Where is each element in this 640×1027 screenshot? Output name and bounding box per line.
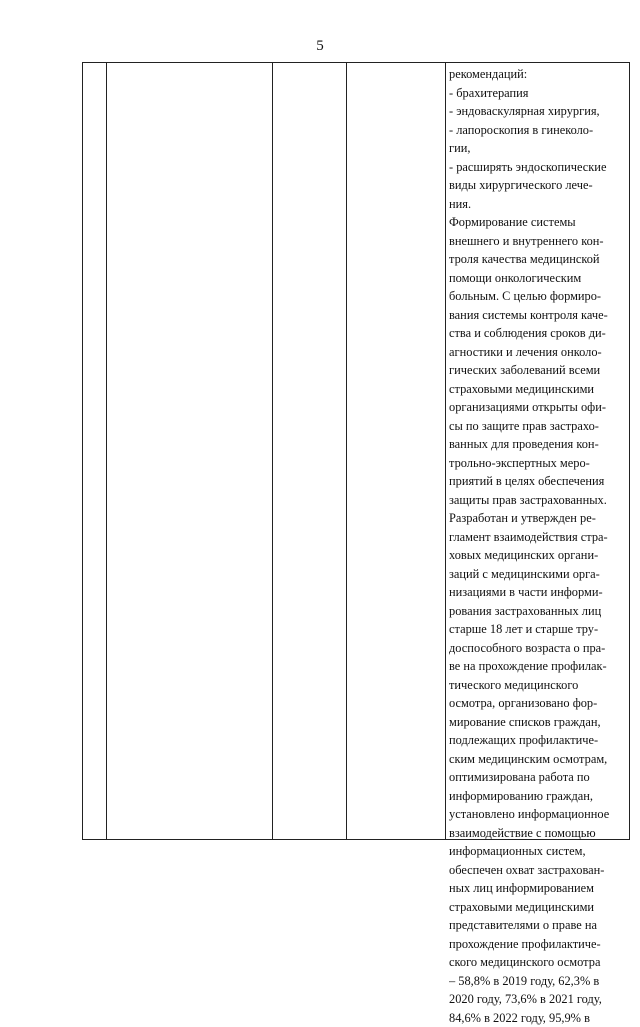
cell-text-line: ского медицинского осмотра xyxy=(449,953,629,972)
cell-text-line: 84,6% в 2022 году, 95,9% в xyxy=(449,1009,629,1027)
cell-text-line: страховыми медицинскими xyxy=(449,898,629,917)
cell-text-line: прохождение профилактиче- xyxy=(449,935,629,954)
table-column-divider-3 xyxy=(346,63,347,839)
page-number: 5 xyxy=(0,37,640,55)
cell-text-line: взаимодействие с помощью xyxy=(449,824,629,843)
document-table xyxy=(82,62,630,840)
cell-text-line: больным. С целью формиро- xyxy=(449,287,629,306)
cell-text-line: представителями о праве на xyxy=(449,916,629,935)
cell-text-line: виды хирургического лече- xyxy=(449,176,629,195)
cell-text-line: низациями в части информи- xyxy=(449,583,629,602)
cell-text-line: гических заболеваний всеми xyxy=(449,361,629,380)
table-cell-measures-text xyxy=(449,65,629,1027)
cell-text-line: ванных для проведения кон- xyxy=(449,435,629,454)
cell-text-line: защиты прав застрахованных. xyxy=(449,491,629,510)
cell-text-line: доспособного возраста о пра- xyxy=(449,639,629,658)
cell-text-line: оптимизирована работа по xyxy=(449,768,629,787)
cell-text-line: информированию граждан, xyxy=(449,787,629,806)
table-column-divider-2 xyxy=(272,63,273,839)
cell-text-line: внешнего и внутреннего кон- xyxy=(449,232,629,251)
cell-text-line: рования застрахованных лиц xyxy=(449,602,629,621)
cell-text-line: ским медицинским осмотрам, xyxy=(449,750,629,769)
cell-text-line: ства и соблюдения сроков ди- xyxy=(449,324,629,343)
cell-text-line: гии, xyxy=(449,139,629,158)
cell-text-line: 2020 году, 73,6% в 2021 году, xyxy=(449,990,629,1009)
cell-text-line: троля качества медицинской xyxy=(449,250,629,269)
table-column-divider-4 xyxy=(445,63,446,839)
cell-text-line: Формирование системы xyxy=(449,213,629,232)
table-column-divider-1 xyxy=(106,63,107,839)
cell-text-line: гламент взаимодействия стра- xyxy=(449,528,629,547)
cell-text-line: ных лиц информированием xyxy=(449,879,629,898)
cell-text-line: мирование списков граждан, xyxy=(449,713,629,732)
cell-text-line: помощи онкологическим xyxy=(449,269,629,288)
cell-text-line: установлено информационное xyxy=(449,805,629,824)
cell-text-line: подлежащих профилактиче- xyxy=(449,731,629,750)
cell-text-line: трольно-экспертных меро- xyxy=(449,454,629,473)
cell-text-line: Разработан и утвержден ре- xyxy=(449,509,629,528)
cell-text-line: вания системы контроля каче- xyxy=(449,306,629,325)
cell-text-line: заций с медицинскими орга- xyxy=(449,565,629,584)
cell-text-line: агностики и лечения онколо- xyxy=(449,343,629,362)
cell-text-line: ве на прохождение профилак- xyxy=(449,657,629,676)
cell-text-line: - лапороскопия в гинеколо- xyxy=(449,121,629,140)
cell-text-line: ния. xyxy=(449,195,629,214)
cell-text-line: организациями открыты офи- xyxy=(449,398,629,417)
cell-text-line: приятий в целях обеспечения xyxy=(449,472,629,491)
cell-text-line: - расширять эндоскопические xyxy=(449,158,629,177)
cell-text-line: – 58,8% в 2019 году, 62,3% в xyxy=(449,972,629,991)
cell-text-line: ховых медицинских органи- xyxy=(449,546,629,565)
cell-text-line: - эндоваскулярная хирургия, xyxy=(449,102,629,121)
cell-text-line: страховыми медицинскими xyxy=(449,380,629,399)
cell-text-line: обеспечен охват застрахован- xyxy=(449,861,629,880)
cell-text-line: - брахитерапия xyxy=(449,84,629,103)
cell-text-line: старше 18 лет и старше тру- xyxy=(449,620,629,639)
cell-text-line: информационных систем, xyxy=(449,842,629,861)
cell-text-line: осмотра, организовано фор- xyxy=(449,694,629,713)
cell-text-line: сы по защите прав застрахо- xyxy=(449,417,629,436)
cell-text-line: рекомендаций: xyxy=(449,65,629,84)
cell-text-line: тического медицинского xyxy=(449,676,629,695)
